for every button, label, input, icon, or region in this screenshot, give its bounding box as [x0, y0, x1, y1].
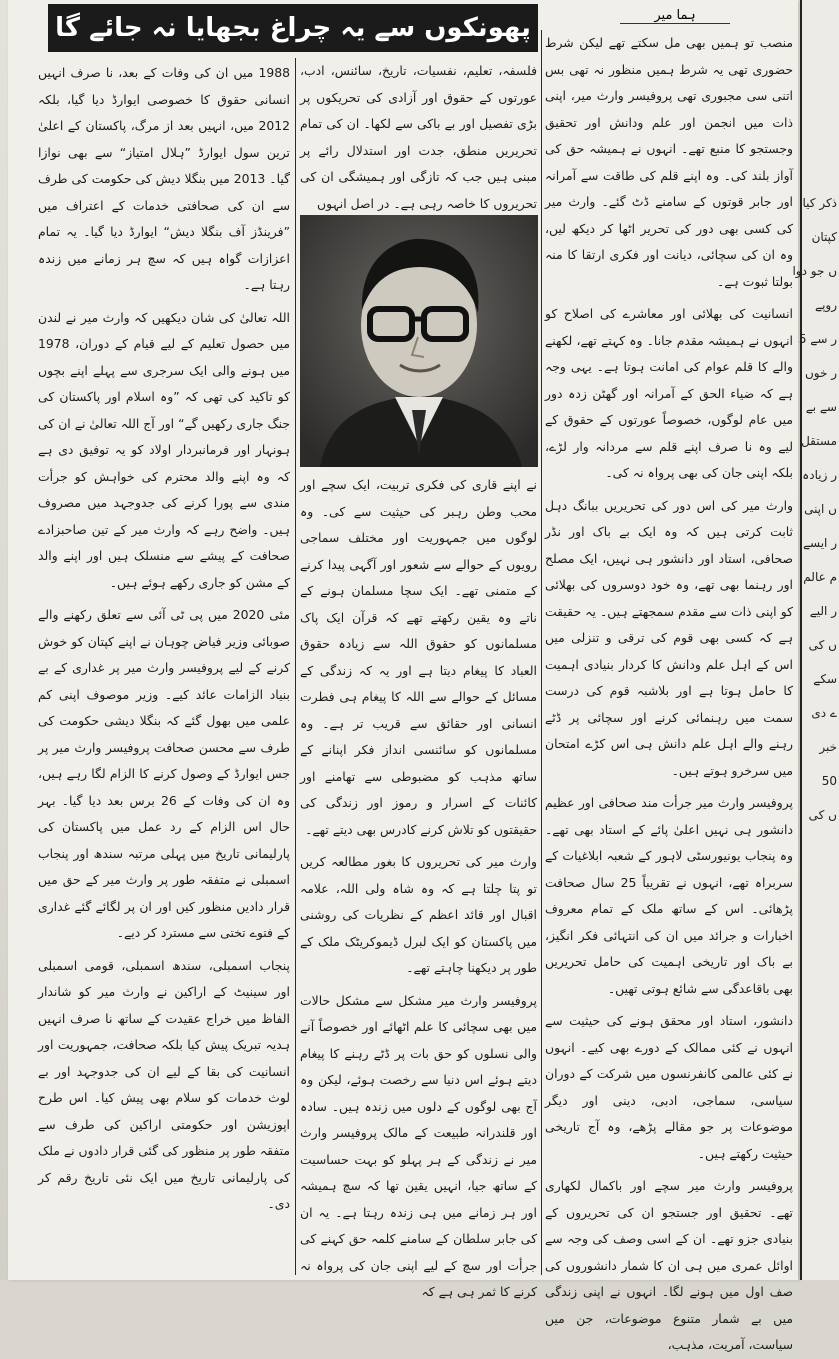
edge-fragment: روپے	[815, 298, 837, 312]
edge-fragment: خبر	[819, 740, 837, 754]
paragraph: پروفیسر وارث میر مشکل سے مشکل حالات میں بھی سچائی کا علم اٹھائے اور خصوصاً آنے والی نسلوں کو حق بات پر ڈٹے رہنے کا پیغام دیتے ہوئے اس دنیا سے رخصت ہوئے، لیکن وہ آج بھی لوگوں کے دلوں میں زندہ ہیں۔ سادہ اور قلندرانہ طبیعت کے مالک پروفیسر وارث میر نے زندگی کے ہر پہلو کو بہت حساسیت کے ساتھ جیا، انہیں یقین تھا کہ سچ ہمیشہ اور ہر زمانے میں ہی زندہ رہتا ہے۔ یہ ان کی جابر سلطان کے سامنے کلمہ حق کہنے کی جرأت اور سچ کے لیے اپنی جان کی پرواہ نہ کرنے کا ثمر ہی ہے کہ	[300, 992, 537, 1299]
article-byline: ہما میر	[620, 8, 730, 24]
paragraph: پنجاب اسمبلی، سندھ اسمبلی، قومی اسمبلی اور سینیٹ کے اراکین نے وارث میر کو شاندار الفاظ میں خراج عقیدت کے ساتھ نا صرف انہیں ہدیہ تبریک پیش کیا بلکہ صحافت، جمہوریت اور انسانیت کی بقا کے لیے ان کی جدوجہد اور بے لوث خدمات کو سلام بھی پیش کیا۔ اس طرح اپوزیشن اور حکومتی اراکین کی طرف سے متفقہ طور پر منظور کی گئی قرار دادوں نے ملک کی پارلیمانی تاریخ میں ایک نئی تاریخ رقم کر دی۔	[38, 957, 290, 1211]
paragraph: فلسفہ، تعلیم، نفسیات، تاریخ، سائنس، ادب، عورتوں کے حقوق اور آزادی کی تحریکوں پر بڑی تفصیل اور بے باکی سے لکھا۔ ان کی تمام تحریریں منطق، جدت اور استدلال رائے پر مبنی ہیں جب کہ تازگی اور ہمیشگی ان کی تحریروں کا خاصہ رہی ہے۔ در اصل انہوں	[300, 63, 537, 211]
paragraph: منصب تو ہمیں بھی مل سکتے تھے لیکن شرط حضوری تھی یہ شرط ہمیں منظور نہ تھی بس اتنی سی مجبوری تھی پروفیسر وارث میر، اپنی ذات میں انجمن اور علم ودانش اور تحقیق وجستجو کا منبع تھے۔ انہوں نے ہمیشہ حق کی آواز بلند کی۔ وہ اپنے قلم کی طاقت سے آمرانہ اور جابر قوتوں کے سامنے ڈٹ گئے۔ وارث میر کی کسی بھی دور کی تحریر اٹھا کر دیکھ لیں، وہ ان کی سچائی، دیانت اور فکری ارتقا کا منہ بولتا ثبوت ہے۔	[545, 35, 793, 289]
edge-fragment: 50	[821, 774, 837, 788]
edge-fragment: کپتان	[811, 230, 837, 244]
edge-fragment: مستقل	[801, 434, 837, 448]
article-column-right	[545, 30, 793, 1352]
paragraph: انسانیت کی بھلائی اور معاشرے کی اصلاح کو انہوں نے ہمیشہ مقدم جانا۔ وہ کہتے تھے، لکھنے والے کا قلم عوام کی امانت ہوتا ہے۔ یہی وجہ ہے کہ ضیاء الحق کے آمرانہ اور گھٹن زدہ دور میں عام لوگوں، خصوصاً عورتوں کے حقوق کے لیے وہ نا صرف اپنے قلم سے مردانہ وار لڑے، بلکہ اپنی جان کی بھی پرواہ نہ کی۔	[545, 306, 793, 480]
edge-fragment: ے دی	[811, 706, 837, 720]
paragraph: پروفیسر وارث میر جرأت مند صحافی اور عظیم دانشور ہی نہیں اعلیٰ پائے کے استاد بھی تھے۔ وہ پنجاب یونیورسٹی لاہور کے شعبہ ابلاغیات کے سربراہ تھے، انہوں نے تقریباً 25 سال صحافت پڑھائی۔ اس کے ساتھ ملک کے تمام معروف اخبارات و جرائد میں ان کی انتہائی فکر انگیز، بے باک اور تاریخی اہمیت کی حامل تحریریں بھی باقاعدگی سے شائع ہوتی تھیں۔	[545, 795, 793, 996]
adjacent-article-text	[792, 0, 837, 1280]
article-column-middle	[300, 472, 537, 1299]
edge-fragment: سے بے	[805, 400, 837, 414]
article-column-middle-top	[300, 58, 537, 211]
edge-fragment: ذکر کیا	[802, 196, 837, 210]
article-column-left	[38, 60, 290, 1275]
edge-fragment: ر خوں	[804, 366, 837, 380]
article-headline: پھونکوں سے یہ چراغ بجھایا نہ جائے گا	[48, 4, 538, 52]
edge-fragment: ر ایسے	[802, 536, 837, 550]
edge-fragment: ں کی	[808, 808, 837, 822]
edge-fragment: ر زیادہ	[802, 468, 837, 482]
paragraph: وارث میر کی تحریروں کا بغور مطالعہ کریں تو پتا چلتا ہے کہ وہ شاہ ولی اللہ، علامہ اقبال اور قائد اعظم کے نظریات کی روشنی میں پاکستان کو ایک لبرل ڈیموکریٹک ملک کے طور پر دیکھنا چاہتے تھے۔	[300, 854, 537, 975]
edge-fragment: ں جو دوا	[792, 264, 837, 278]
paragraph: پروفیسر وارث میر سچے اور باکمال لکھاری تھے۔ تحقیق اور جستجو ان کی تحریروں کے بنیادی جزو تھے۔ ان کے اسی وصف کی وجہ سے اوائل عمری میں ہی ان کا شمار دانشوروں کی صف اول میں ہونے لگا۔ انہوں نے اپنی زندگی میں بے شمار متنوع موضوعات، جن میں سیاست، آمریت، مذہب،	[545, 1178, 793, 1352]
column-divider-right	[541, 30, 542, 1275]
paragraph: اللہ تعالیٰ کی شان دیکھیں کہ وارث میر نے لندن میں حصول تعلیم کے لیے قیام کے دوران، 1978 میں ہونے والی ایک سرجری سے پہلے اپنے بچوں کو تاکید کی تھی کہ ”وہ اسلام اور پاکستان کی جنگ جاری رکھیں گے“ اور آج اللہ تعالیٰ نے ان کی ہونہار اور فرمانبردار اولاد کو یہ توفیق دی ہے کہ وہ اپنے والد محترم کی خواہش کو جرأت مندی سے پورا کرنے کی جدوجہد میں مصروف ہیں۔ واضح رہے کہ وارث میر کے تین صاحبزادے صحافت کے پیشے سے منسلک ہیں اور اپنے والد کے مشن کو جاری رکھے ہوئے ہیں۔	[38, 309, 290, 590]
edge-fragment: ر الیے	[809, 604, 837, 618]
edge-fragment: م عالم	[803, 570, 837, 584]
paragraph: 1988 میں ان کی وفات کے بعد، نا صرف انہیں انسانی حقوق کا خصوصی ایوارڈ دیا گیا، بلکہ 2012 میں، انہیں بعد از مرگ، پاکستان کے اعلیٰ ترین سول ایوارڈ ”ہلال امتیاز“ سے بھی نوازا گیا۔ 2013 میں بنگلا دیش کی حکومت کی طرف سے ان کی صحافتی خدمات کے اعتراف میں ”فرینڈز آف بنگلا دیش“ ایوارڈ دیا گیا۔ یہ تمام اعزازات گواہ ہیں کہ سچ ہر زمانے میں زندہ رہتا ہے۔	[38, 65, 290, 292]
edge-fragment: ر سے 5	[798, 332, 837, 346]
paragraph: نے اپنے قاری کی فکری تربیت، ایک سچے اور محب وطن رہبر کی حیثیت سے کی۔ وہ لوگوں میں جمہوریت اور مختلف سماجی رویوں کے حوالے سے شعور اور آگہی پیدا کرنے کے متمنی تھے۔ ایک سچا مسلمان ہونے کے ناتے وہ یقین رکھتے تھے کہ قرآن ایک پاک مسلمانوں کو حقوق اللہ سے زیادہ حقوق العباد کا پیغام دیتا ہے اور یہ کہ زندگی کے مسائل کے حوالے سے اللہ کا پیغام ہی فطرت انسانی اور حقائق سے قریب تر ہے۔ وہ مسلمانوں کو سائنسی انداز فکر اپنانے کے ساتھ مذہب کو مضبوطی سے تھامنے اور کائنات کے اسرار و رموز اور زندگی کی حقیقتوں کو تلاش کرنے کادرس بھی دیتے تھے۔	[300, 477, 537, 837]
paragraph: دانشور، استاد اور محقق ہونے کی حیثیت سے انہوں نے کئی ممالک کے دورے بھی کیے۔ انہوں نے کئی عالمی کانفرنسوں میں شرکت کے دوران سیاسی، سماجی، ادبی، دینی اور دیگر موضوعات پر جو مقالے پڑھے، وہ آج تاریخی حیثیت رکھتے ہیں۔	[545, 1013, 793, 1161]
edge-fragment: ں کی	[808, 638, 837, 652]
paragraph: مئی 2020 میں پی ٹی آئی سے تعلق رکھنے والے صوبائی وزیر فیاض چوہان نے اپنے کپتان کو خوش کرنے کے لیے پروفیسر وارث میر پر غداری کے بے بنیاد الزامات عائد کیے۔ وزیر موصوف اپنی کم علمی میں بھول گئے کہ بنگلا دیشی حکومت کی طرف سے محسن صحافت پروفیسر وارث میر پر جس ایوارڈ کے وصول کرنے کا الزام لگا رہے ہیں، وہ ان کی وفات کے 26 برس بعد دیا گیا۔ بہر حال اس الزام کے رد عمل میں پاکستان کی پارلیمانی تاریخ میں پہلی مرتبہ سندھ اور پنجاب اسمبلی نے متفقہ طور پر وارث میر کے حق میں قرار دادیں منظور کیں اور ان پر لگائے گئے غداری کے فتوے تختی سے مسترد کر دیے۔	[38, 607, 290, 940]
portrait-photo	[300, 215, 538, 467]
paragraph: وارث میر کی اس دور کی تحریریں ببانگ دہل ثابت کرتی ہیں کہ وہ ایک بے باک اور نڈر صحافی، استاد اور دانشور ہی نہیں، ایک مصلح اور رہنما بھی تھے، وہ خود دوسروں کی بھلائی کو اپنی ذات سے مقدم سمجھتے ہیں۔ یہ حقیقت ہے کہ کسی بھی قوم کی ترقی و تنزلی میں اس کے اہل علم ودانش کا کردار بنیادی اہمیت کا حامل ہوتا ہے اور بلاشبہ قوم کی درست سمت میں رہنمائی کرنے اور سچائی پر ڈٹے رہنے والے اہل علم دانش ہی اس کڑے امتحان میں سرخرو ہوتے ہیں۔	[545, 497, 793, 778]
edge-fragment: ں اپنی	[804, 502, 837, 516]
column-divider-left	[295, 58, 296, 1275]
portrait-illustration	[300, 215, 538, 467]
edge-fragment: سکے	[813, 672, 837, 686]
